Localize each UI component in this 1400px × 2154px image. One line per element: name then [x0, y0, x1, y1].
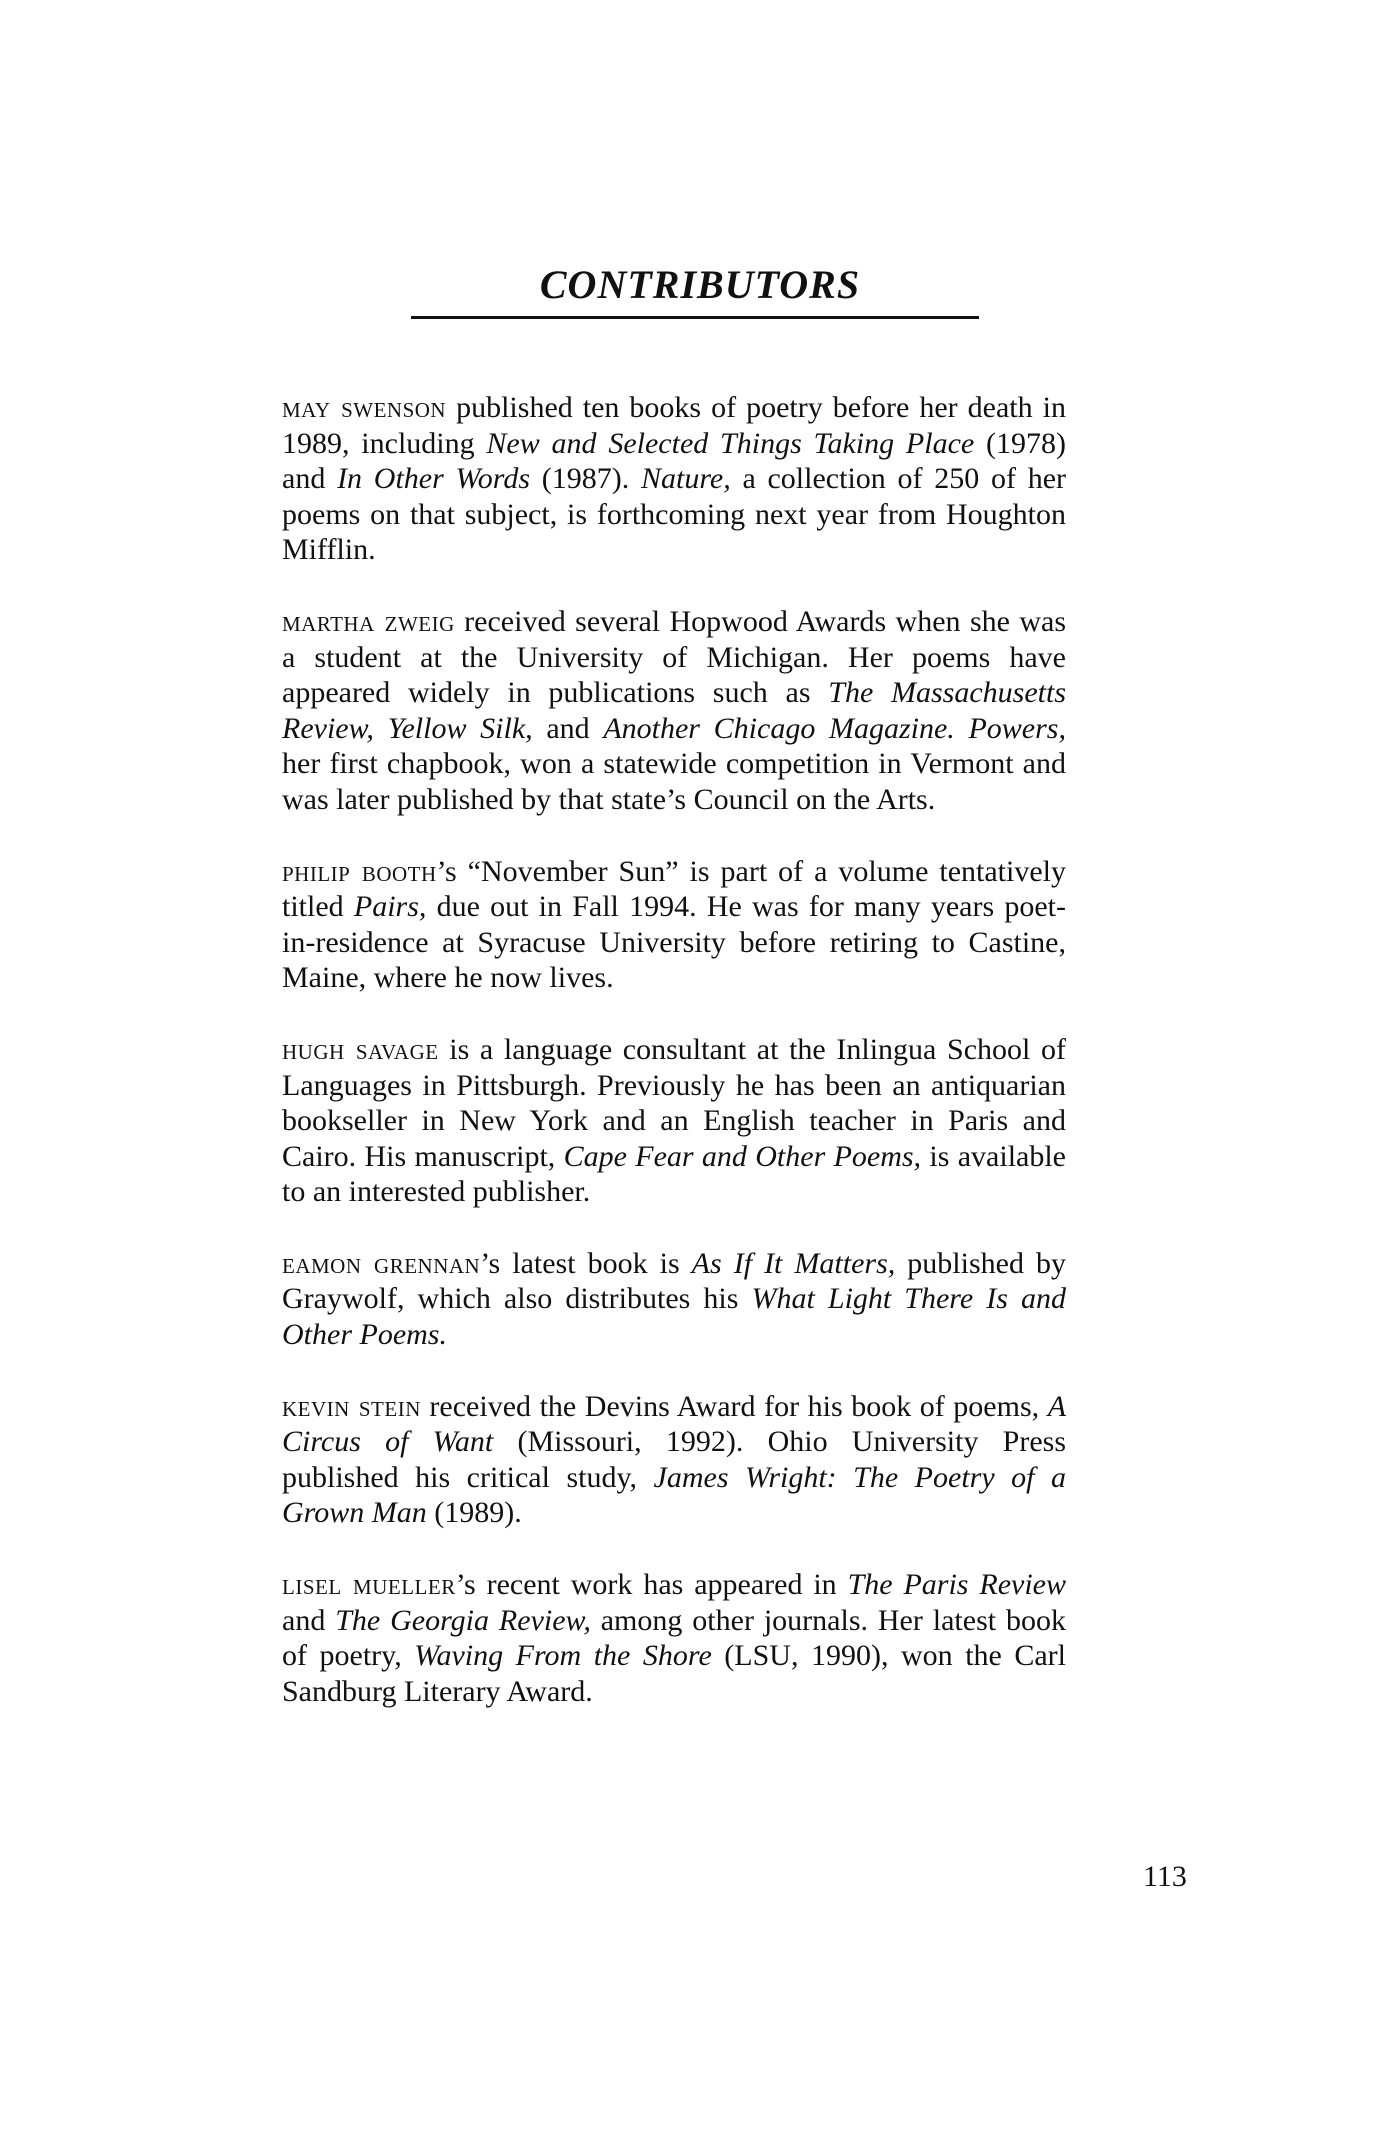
contributor-entry: [282, 1246, 1066, 1353]
entry-text: received several Hopwood Awards when she was a student at the University of Michigan. Her poems have appeared widely in publications such as: [282, 604, 1066, 710]
contributor-name: martha zweig: [282, 604, 455, 638]
italic-title-text: Waving From the Shore: [414, 1639, 712, 1673]
entry-text: and: [282, 1603, 336, 1637]
entry-text: ’s “November Sun” is part of a volume tentatively titled: [282, 854, 1066, 924]
entry-text: received the Devins Award for his book of poems,: [420, 1389, 1048, 1423]
page-title: CONTRIBUTORS: [539, 261, 861, 307]
entry-text: (Missouri, 1992). Ohio University Press published his critical study,: [282, 1425, 1066, 1494]
contributor-list: [282, 390, 1066, 1745]
entry-text: (1978) and: [282, 426, 1066, 496]
title-rule: [411, 316, 979, 319]
italic-title-text: The Paris Review: [847, 1568, 1066, 1602]
entry-text: among other journals. Her latest book of poetry,: [282, 1603, 1066, 1673]
contributor-name: lisel mueller: [282, 1568, 456, 1602]
entry-text: (LSU, 1990), won the Carl Sandburg Literary Award.: [282, 1639, 1067, 1708]
entry-text: (1987).: [530, 462, 641, 496]
contributor-entry: [282, 1389, 1066, 1531]
italic-title-text: Cape Fear and Other Poems,: [563, 1139, 922, 1173]
contributor-entry: [282, 604, 1066, 818]
entry-text: ’s recent work has appeared in: [455, 1568, 848, 1602]
contributor-entry: [282, 390, 1066, 568]
italic-title-text: The Georgia Review,: [335, 1603, 591, 1637]
entry-text: published by Graywolf, which also distributes his: [282, 1246, 1066, 1316]
italic-title-text: James Wright: The Poetry of a Grown Man: [282, 1460, 1066, 1530]
italic-title-text: A Circus of Want: [282, 1389, 1067, 1459]
italic-title-text: Pairs,: [353, 890, 427, 924]
italic-title-text: New and Selected Things Taking Place: [486, 426, 975, 460]
contributor-entry: [282, 1567, 1066, 1709]
entry-text: due out in Fall 1994. He was for many years poet-in-residence at Syracuse University before retiring to Castine, Maine, where he now lives.: [282, 890, 1067, 995]
page-number: 113: [1143, 1860, 1187, 1893]
italic-title-text: The Massachusetts Review, Yellow Silk,: [282, 676, 1066, 745]
entry-text: is a language consultant at the Inlingua School of Languages in Pittsburgh. Previously he has been an antiquarian bookseller in New York and an English teacher in Paris and Cairo. His manuscript,: [282, 1032, 1066, 1173]
italic-title-text: In Other Words: [337, 462, 530, 496]
contributor-name: may swenson: [282, 391, 447, 424]
entry-text: published ten books of poetry before her death in 1989, including: [282, 391, 1066, 460]
contributor-entry: [282, 854, 1066, 996]
italic-title-text: Another Chicago Magazine. Powers,: [603, 711, 1066, 745]
contributor-name: kevin stein: [282, 1389, 421, 1423]
contributor-name: eamon grennan: [282, 1246, 481, 1280]
entry-text: ’s latest book is: [480, 1246, 692, 1280]
italic-title-text: As If It Matters,: [691, 1246, 896, 1280]
entry-text: her first chapbook, won a statewide competition in Vermont and was later published by that state’s Council on the Arts.: [282, 747, 1066, 816]
italic-title-text: Nature,: [640, 462, 731, 496]
entry-text: a collection of 250 of her poems on that subject, is forthcoming next year from Houghton Mifflin.: [282, 462, 1067, 567]
entry-text: and: [532, 711, 604, 745]
entry-text: (1989).: [426, 1496, 522, 1530]
italic-title-text: What Light There Is and Other Poems.: [282, 1282, 1066, 1352]
contributor-name: philip booth: [282, 854, 437, 888]
contributor-name: hugh savage: [282, 1032, 439, 1066]
entry-text: is available to an interested publisher.: [282, 1139, 1066, 1209]
contributor-entry: [282, 1032, 1066, 1210]
